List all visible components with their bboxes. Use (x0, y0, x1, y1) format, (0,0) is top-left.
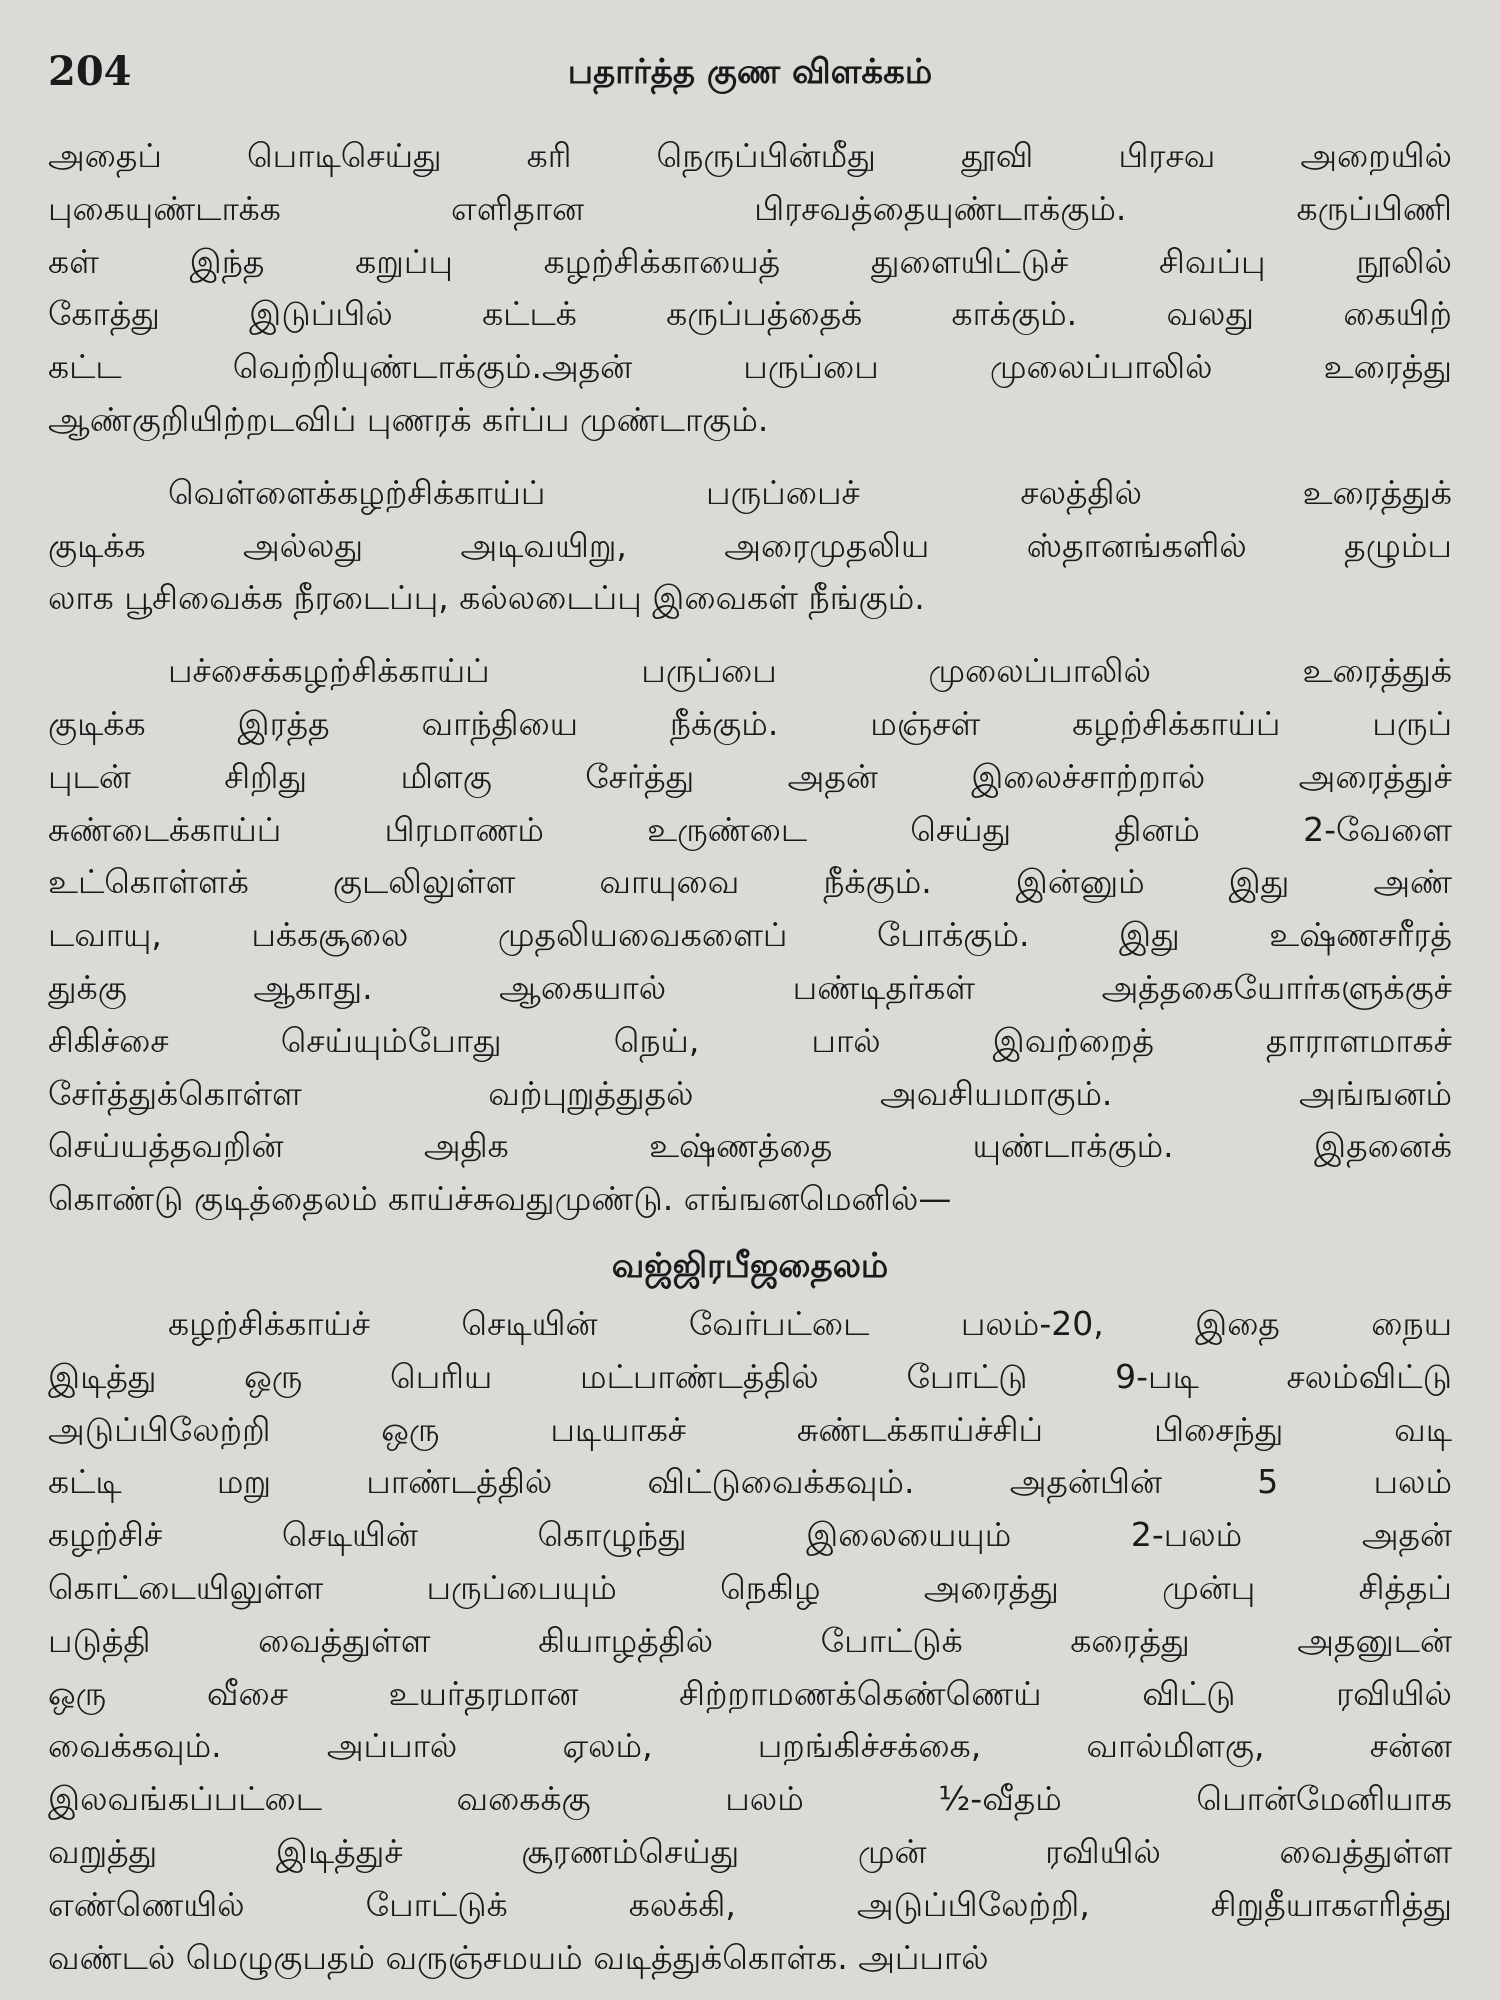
text-line: கழற்சிச் செடியின் கொழுந்து இலையையும் 2-பலம் அதன் (48, 1515, 1452, 1555)
text-line: இலவங்கப்பட்டை வகைக்கு பலம் ½-வீதம் பொன்மேனியாக (48, 1779, 1452, 1819)
text-line: வெள்ளைக்கழற்சிக்காய்ப் பருப்பைச் சலத்தில் உரைத்துக் (168, 472, 1452, 512)
text-line: வறுத்து இடித்துச் சூரணம்செய்து முன் ரவியில் வைத்துள்ள (48, 1831, 1452, 1871)
text-line: கட்டி மறு பாண்டத்தில் விட்டுவைக்கவும். அதன்பின் 5 பலம் (48, 1462, 1452, 1502)
text-line: சிகிச்சை செய்யும்போது நெய், பால் இவற்றைத் தாராளமாகச் (48, 1020, 1452, 1060)
text-line: டவாயு, பக்கசூலை முதலியவைகளைப் போக்கும். இது உஷ்ணசரீரத் (48, 915, 1452, 955)
paragraph (48, 645, 1452, 1226)
text-line: கட்ட வெற்றியுண்டாக்கும்.அதன் பருப்பை முலைப்பாலில் உரைத்து (48, 347, 1452, 387)
text-line: உட்கொள்ளக் குடலிலுள்ள வாயுவை நீக்கும். இன்னும் இது அண் (48, 862, 1452, 902)
text-line: அடுப்பிலேற்றி ஒரு படியாகச் சுண்டக்காய்ச்சிப் பிசைந்து வடி (48, 1409, 1452, 1449)
text-line: ஒரு வீசை உயர்தரமான சிற்றாமணக்கெண்ணெய் விட்டு ரவியில் (48, 1673, 1452, 1713)
paragraph (48, 130, 1452, 447)
text-line: கழற்சிக்காய்ச் செடியின் வேர்பட்டை பலம்-20, இதை நைய (168, 1303, 1452, 1343)
page-body (48, 130, 1452, 1984)
text-line: கொட்டையிலுள்ள பருப்பையும் நெகிழ அரைத்து முன்பு சித்தப் (48, 1567, 1452, 1607)
text-line: அதைப் பொடிசெய்து கரி நெருப்பின்மீது தூவி பிரசவ அறையில் (48, 136, 1452, 175)
text-line: கொண்டு குடித்தைலம் காய்ச்சுவதுமுண்டு. எங்ஙனமெனில்— (48, 1179, 952, 1219)
section-title: வஜ்ஜிரபீஜதைலம் (611, 1245, 889, 1286)
text-line: வண்டல் மெழுகுபதம் வருஞ்சமயம் வடித்துக்கொள்க. அப்பால் (48, 1937, 989, 1977)
text-line: ஆண்குறியிற்றடவிப் புணரக் கர்ப்ப முண்டாகும். (48, 399, 769, 439)
text-line: குடிக்க அல்லது அடிவயிறு, அரைமுதலிய ஸ்தானங்களில் தழும்ப (48, 525, 1452, 565)
text-line: கள் இந்த கறுப்பு கழற்சிக்காயைத் துளையிட்டுச் சிவப்பு நூலில் (48, 241, 1452, 281)
text-line: செய்யத்தவறின் அதிக உஷ்ணத்தை யுண்டாக்கும். இதனைக் (48, 1126, 1452, 1166)
section-paragraph (48, 1298, 1452, 1984)
text-line: சுண்டைக்காய்ப் பிரமாணம் உருண்டை செய்து தினம் 2-வேளை (48, 809, 1452, 849)
text-line: சேர்த்துக்கொள்ள வற்புறுத்துதல் அவசியமாகும். அங்ஙனம் (48, 1073, 1452, 1113)
text-line: எண்ணெயில் போட்டுக் கலக்கி, அடுப்பிலேற்றி, சிறுதீயாகஎரித்து (48, 1884, 1452, 1924)
text-line: லாக பூசிவைக்க நீரடைப்பு, கல்லடைப்பு இவைகள் நீங்கும். (48, 578, 925, 618)
text-line: புகையுண்டாக்க எளிதான பிரசவத்தையுண்டாக்கும். கருப்பிணி (48, 188, 1452, 228)
page-number: 204 (48, 48, 132, 95)
text-line: புடன் சிறிது மிளகு சேர்த்து அதன் இலைச்சாற்றால் அரைத்துச் (48, 756, 1452, 796)
text-line: குடிக்க இரத்த வாந்தியை நீக்கும். மஞ்சள் கழற்சிக்காய்ப் பருப் (48, 703, 1452, 743)
text-line: கோத்து இடுப்பில் கட்டக் கருப்பத்தைக் காக்கும். வலது கையிற் (48, 294, 1452, 334)
text-line: துக்கு ஆகாது. ஆகையால் பண்டிதர்கள் அத்தகையோர்களுக்குச் (48, 967, 1452, 1007)
text-line: இடித்து ஒரு பெரிய மட்பாண்டத்தில் போட்டு 9-படி சலம்விட்டு (48, 1356, 1452, 1396)
running-title: பதார்த்த குண விளக்கம் (567, 52, 933, 92)
paragraph (48, 467, 1452, 625)
text-line: பச்சைக்கழற்சிக்காய்ப் பருப்பை முலைப்பாலில் உரைத்துக் (168, 651, 1452, 691)
text-line: வைக்கவும். அப்பால் ஏலம், பறங்கிச்சக்கை, வால்மிளகு, சன்ன (48, 1726, 1452, 1766)
page-header (48, 48, 1452, 112)
text-line: படுத்தி வைத்துள்ள கியாழத்தில் போட்டுக் கரைத்து அதனுடன் (48, 1620, 1452, 1660)
